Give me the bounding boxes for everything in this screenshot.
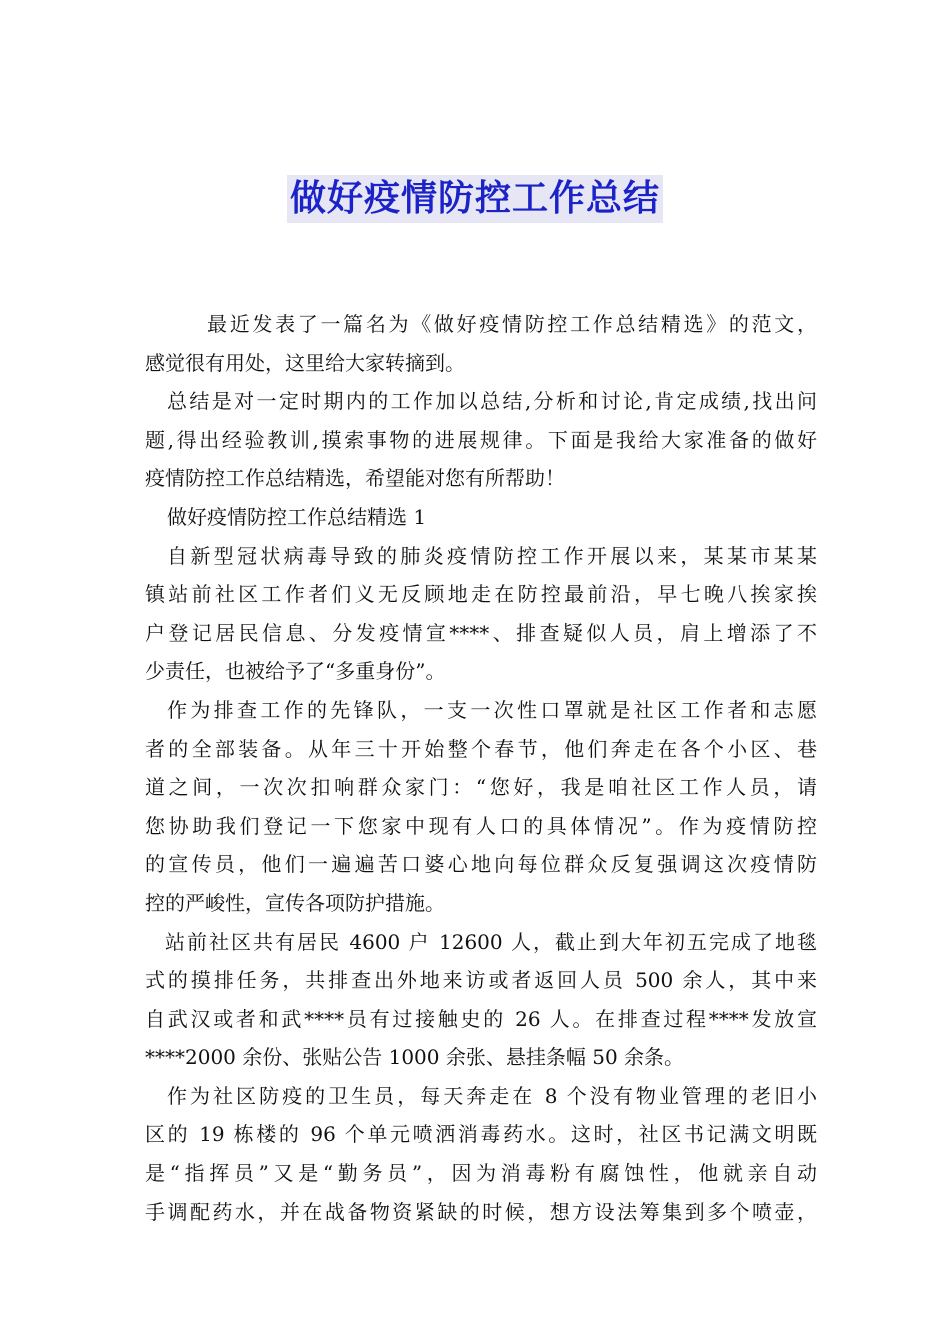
paragraph-line: 户登记居民信息、分发疫情宣****、排查疑似人员，肩上增添了不 (145, 620, 817, 645)
document-body (145, 305, 817, 1231)
paragraph-line: 作为排查工作的先锋队，一支一次性口罩就是社区工作者和志愿 (167, 697, 817, 722)
paragraph-line: 式的摸排任务，共排查出外地来访或者返回人员 500 余人，其中来 (145, 968, 817, 993)
paragraph-line: ****2000 余份、张贴公告 1000 余张、悬挂条幅 50 余条。 (145, 1045, 685, 1070)
paragraph-line: 是“指挥员”又是“勤务员”，因为消毒粉有腐蚀性，他就亲自动 (145, 1161, 817, 1186)
paragraph-line: 自武汉或者和武****员有过接触史的 26 人。在排查过程****发放宣 (145, 1006, 817, 1031)
paragraph-line: 最近发表了一篇名为《做好疫情防控工作总结精选》的范文， (207, 312, 817, 336)
paragraph-line: 镇站前社区工作者们义无反顾地走在防控最前沿，早七晚八挨家挨 (145, 582, 817, 607)
section-heading: 做好疫情防控工作总结精选 1 (167, 504, 427, 529)
paragraph-line: 控的严峻性，宣传各项防护措施。 (145, 890, 445, 915)
title-block (0, 175, 950, 223)
paragraph-line: 题,得出经验教训,摸索事物的进展规律。下面是我给大家准备的做好 (145, 427, 817, 452)
paragraph-line: 作为社区防疫的卫生员，每天奔走在 8 个没有物业管理的老旧小 (167, 1083, 817, 1108)
paragraph-line: 自新型冠状病毒导致的肺炎疫情防控工作开展以来，某某市某某 (167, 543, 817, 568)
paragraph-line: 者的全部装备。从年三十开始整个春节，他们奔走在各个小区、巷 (145, 736, 817, 761)
paragraph-line: 感觉很有用处，这里给大家转摘到。 (145, 350, 465, 375)
paragraph-line: 您协助我们登记一下您家中现有人口的具体情况”。作为疫情防控 (145, 813, 817, 838)
paragraph-line: 区的 19 栋楼的 96 个单元喷洒消毒药水。这时，社区书记满文明既 (145, 1122, 817, 1147)
document-title: 做好疫情防控工作总结 (287, 175, 663, 223)
paragraph-line: 道之间，一次次扣响群众家门：“您好，我是咱社区工作人员，请 (145, 775, 817, 800)
paragraph-line: 总结是对一定时期内的工作加以总结,分析和讨论,肯定成绩,找出问 (167, 389, 817, 414)
paragraph-line: 的宣传员，他们一遍遍苦口婆心地向每位群众反复强调这次疫情防 (145, 852, 817, 877)
paragraph-line: 少责任，也被给予了“多重身份”。 (145, 659, 446, 684)
paragraph-line: 站前社区共有居民 4600 户 12600 人，截止到大年初五完成了地毯 (165, 929, 817, 954)
paragraph-line: 疫情防控工作总结精选，希望能对您有所帮助！ (145, 466, 565, 491)
paragraph-line: 手调配药水，并在战备物资紧缺的时候，想方设法筹集到多个喷壶， (145, 1199, 817, 1224)
